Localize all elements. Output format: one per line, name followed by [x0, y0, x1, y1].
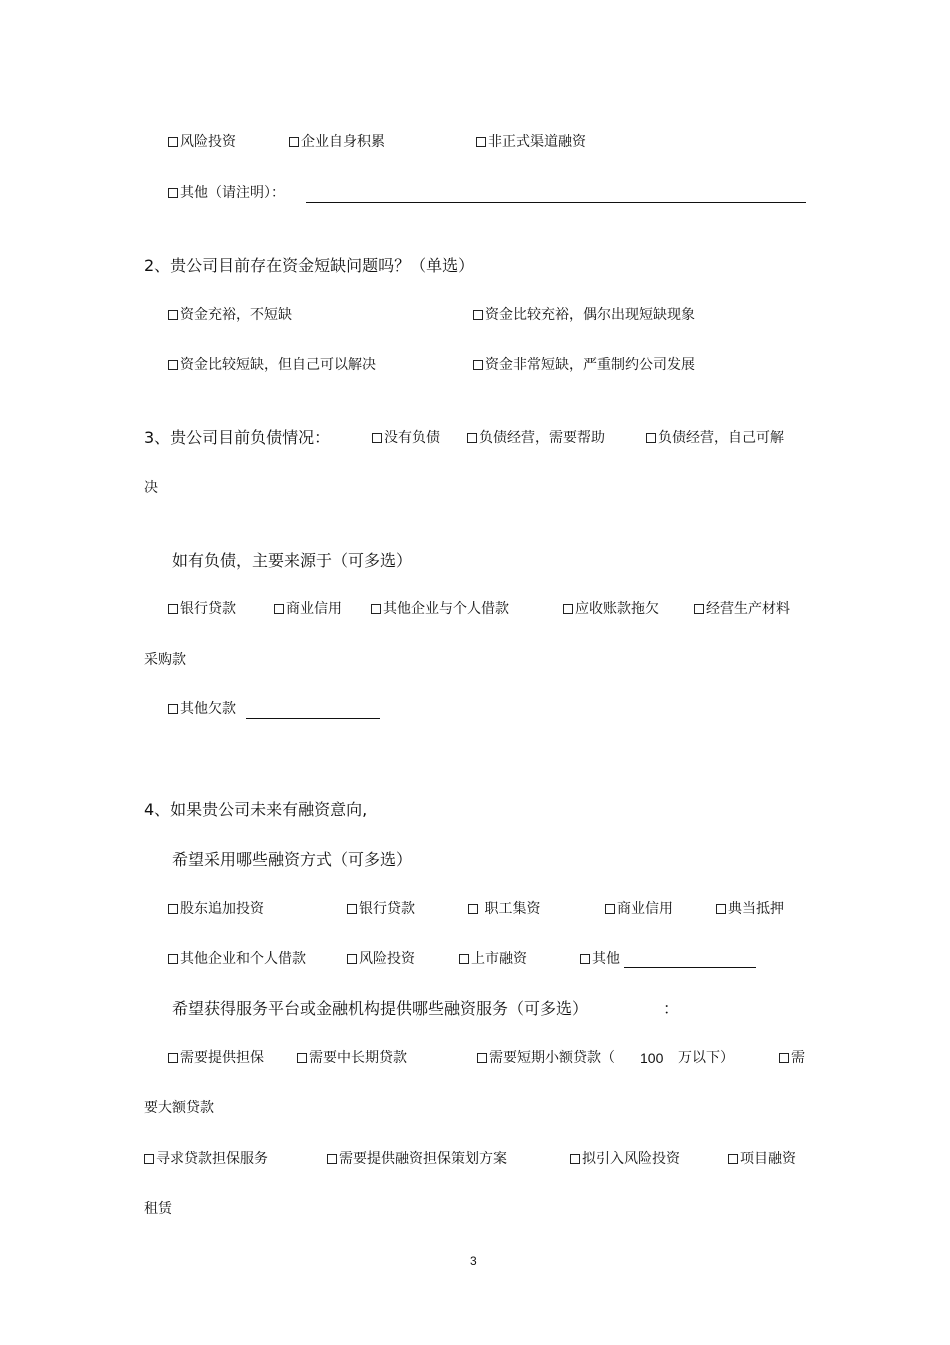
other-note-field[interactable] [306, 202, 806, 203]
checkbox[interactable] [297, 1053, 307, 1063]
other-debt-field[interactable] [246, 718, 380, 719]
checkbox[interactable] [347, 954, 357, 964]
loan-amount-value: 100 [640, 1050, 664, 1066]
q3-option-3[interactable]: 负债经营，自己可解 [646, 429, 784, 447]
q3-sub-title: 如有负债，主要来源于（可多选） [172, 551, 413, 570]
checkbox[interactable] [168, 137, 178, 147]
page-number: 3 [470, 1254, 477, 1268]
debt-source-commercial-credit[interactable]: 商业信用 [274, 600, 342, 618]
debt-source-materials[interactable]: 经营生产材料 [694, 600, 790, 618]
method-other-field[interactable] [624, 967, 756, 968]
service-guarantee-plan[interactable]: 需要提供融资担保策划方案 [327, 1150, 507, 1168]
service-long-term-loan[interactable]: 需要中长期贷款 [297, 1049, 407, 1067]
checkbox[interactable] [694, 604, 704, 614]
question-3-title: 3、贵公司目前负债情况： [144, 428, 331, 447]
checkbox[interactable] [371, 604, 381, 614]
checkbox[interactable] [168, 1053, 178, 1063]
service-large-loan-wrap: 要大额贷款 [144, 1100, 214, 1116]
method-employee-funding[interactable]: 职工集资 [468, 900, 540, 918]
checkbox[interactable] [168, 188, 178, 198]
method-bank-loan[interactable]: 银行贷款 [347, 900, 415, 918]
debt-source-receivables[interactable]: 应收账款拖欠 [563, 600, 659, 618]
q2-option-3[interactable]: 资金比较短缺，但自己可以解决 [168, 356, 376, 374]
question-4-title: 4、如果贵公司未来有融资意向, [144, 800, 368, 819]
q2-option-4[interactable]: 资金非常短缺，严重制约公司发展 [473, 356, 695, 374]
checkbox[interactable] [168, 360, 178, 370]
q4-sub-title-2: 希望获得服务平台或金融机构提供哪些融资服务（可多选） [172, 999, 589, 1018]
option-other-note[interactable]: 其他（请注明）： [168, 184, 285, 202]
q3-option-3-wrap: 决 [144, 480, 158, 496]
option-informal-financing[interactable]: 非正式渠道融资 [476, 133, 586, 151]
service-loan-guarantee[interactable]: 寻求贷款担保服务 [144, 1150, 268, 1168]
service-short-term-small-loan[interactable]: 需要短期小额贷款（ [477, 1049, 615, 1067]
checkbox[interactable] [473, 360, 483, 370]
service-guarantee[interactable]: 需要提供担保 [168, 1049, 264, 1067]
checkbox[interactable] [605, 904, 615, 914]
checkbox[interactable] [646, 433, 656, 443]
debt-source-other[interactable]: 其他欠款 [168, 700, 236, 718]
q4-sub-title-1: 希望采用哪些融资方式（可多选） [172, 850, 413, 869]
checkbox[interactable] [716, 904, 726, 914]
method-pawn-mortgage[interactable]: 典当抵押 [716, 900, 784, 918]
method-shareholder-investment[interactable]: 股东追加投资 [168, 900, 264, 918]
q4-sub-title-2-colon: ： [663, 999, 680, 1018]
method-other[interactable]: 其他 [580, 950, 620, 968]
checkbox[interactable] [468, 904, 478, 914]
checkbox[interactable] [289, 137, 299, 147]
checkbox[interactable] [473, 310, 483, 320]
checkbox[interactable] [459, 954, 469, 964]
checkbox[interactable] [347, 904, 357, 914]
service-large-loan[interactable]: 需 [779, 1049, 805, 1067]
option-venture-capital[interactable]: 风险投资 [168, 133, 236, 151]
checkbox[interactable] [467, 433, 477, 443]
checkbox[interactable] [327, 1154, 337, 1164]
service-project-financing[interactable]: 项目融资 [728, 1150, 796, 1168]
checkbox[interactable] [274, 604, 284, 614]
checkbox[interactable] [168, 904, 178, 914]
service-project-financing-wrap: 租赁 [144, 1201, 172, 1217]
checkbox[interactable] [144, 1154, 154, 1164]
method-other-loans[interactable]: 其他企业和个人借款 [168, 950, 306, 968]
checkbox[interactable] [779, 1053, 789, 1063]
checkbox[interactable] [168, 310, 178, 320]
method-ipo[interactable]: 上市融资 [459, 950, 527, 968]
question-2-title: 2、贵公司目前存在资金短缺问题吗？（单选） [144, 256, 475, 275]
debt-source-bank-loan[interactable]: 银行贷款 [168, 600, 236, 618]
checkbox[interactable] [563, 604, 573, 614]
q2-option-1[interactable]: 资金充裕，不短缺 [168, 306, 292, 324]
checkbox[interactable] [477, 1053, 487, 1063]
checkbox[interactable] [476, 137, 486, 147]
checkbox[interactable] [728, 1154, 738, 1164]
checkbox[interactable] [168, 704, 178, 714]
checkbox[interactable] [168, 954, 178, 964]
checkbox[interactable] [372, 433, 382, 443]
service-venture-capital[interactable]: 拟引入风险投资 [570, 1150, 680, 1168]
loan-amount-unit: 万以下） [678, 1050, 734, 1066]
debt-source-other-loans[interactable]: 其他企业与个人借款 [371, 600, 509, 618]
checkbox[interactable] [570, 1154, 580, 1164]
checkbox[interactable] [168, 604, 178, 614]
option-self-accumulation[interactable]: 企业自身积累 [289, 133, 385, 151]
debt-source-materials-wrap: 采购款 [144, 652, 186, 668]
method-commercial-credit[interactable]: 商业信用 [605, 900, 673, 918]
q3-option-1[interactable]: 没有负债 [372, 429, 440, 447]
checkbox[interactable] [580, 954, 590, 964]
q2-option-2[interactable]: 资金比较充裕，偶尔出现短缺现象 [473, 306, 695, 324]
q3-option-2[interactable]: 负债经营，需要帮助 [467, 429, 605, 447]
method-venture-capital[interactable]: 风险投资 [347, 950, 415, 968]
